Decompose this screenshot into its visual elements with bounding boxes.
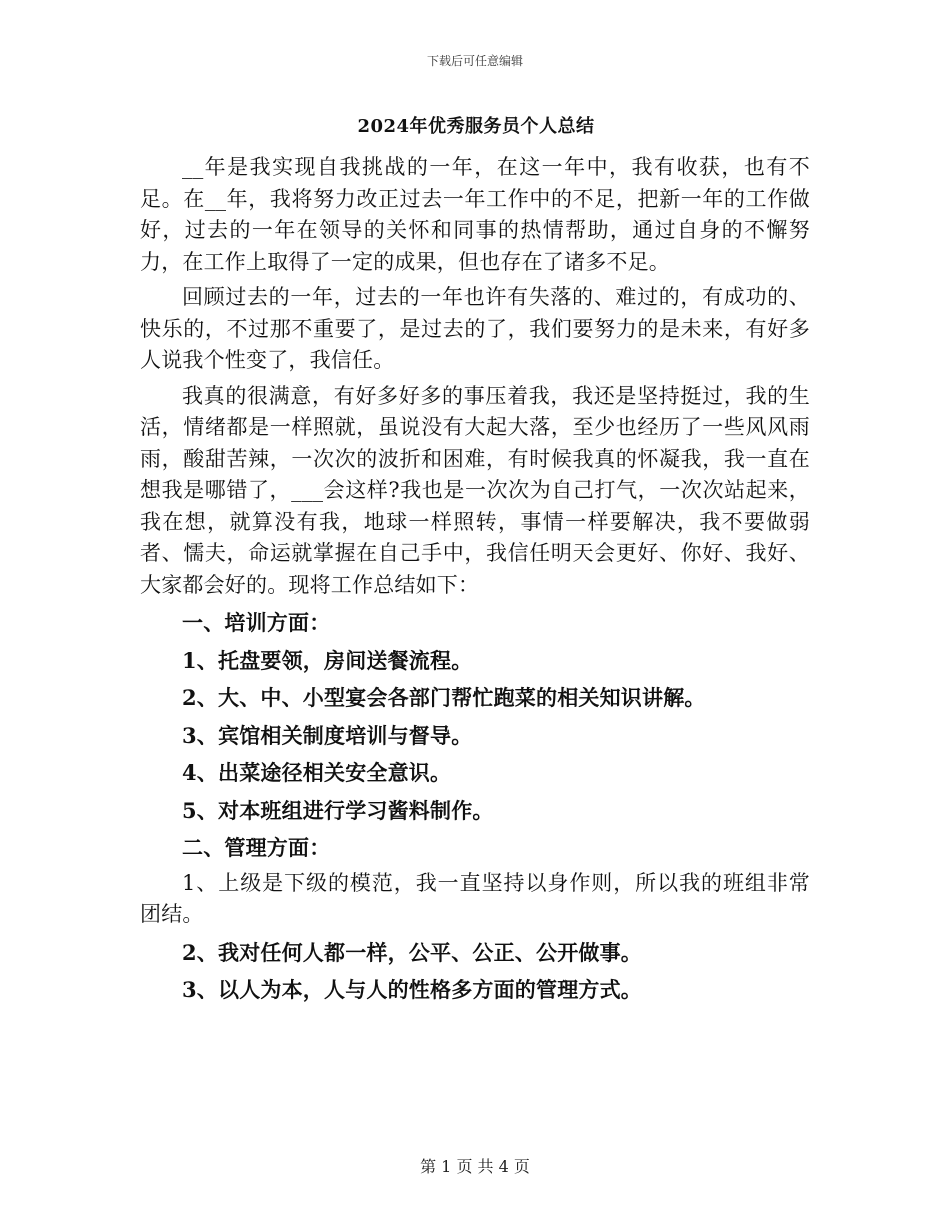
paragraph-3: 我真的很满意，有好多好多的事压着我，我还是坚持挺过，我的生活，情绪都是一样照就，虽说没有大起大落，至少也经历了一些风风雨雨，酸甜苦辣，一次次的波折和困难，有时候我真的怀凝我，我一直在想我是哪错了，___会这样?我也是一次次为自己打气，一次次站起来，我在想，就算没有我，地球一样照转，事情一样要解决，我不要做弱者、懦夫，命运就掌握在自己手中，我信任明天会更好、你好、我好、大家都会好的。现将工作总结如下：: [140, 383, 810, 597]
paragraph-2: 回顾过去的一年，过去的一年也许有失落的、难过的，有成功的、快乐的，不过那不重要了，是过去的了，我们要努力的是未来，有好多人说我个性变了，我信任。: [140, 285, 810, 372]
training-item-2: 2、大、中、小型宴会各部门帮忙跑菜的相关知识讲解。: [182, 685, 706, 710]
document-title: 2024年优秀服务员个人总结: [357, 116, 595, 137]
management-item-1: 1、上级是下级的模范，我一直坚持以身作则，所以我的班组非常团结。: [140, 870, 810, 926]
training-heading: 一、培训方面：: [182, 610, 331, 635]
page-footer: 第 1 页 共 4 页: [420, 1157, 530, 1176]
training-item-4: 4、出菜途径相关安全意识。: [182, 760, 452, 785]
training-item-5: 5、对本班组进行学习酱料制作。: [182, 797, 494, 823]
management-heading: 二、管理方面：: [182, 835, 331, 860]
paragraph-1: __年是我实现自我挑战的一年，在这一年中，我有收获，也有不足。在__年，我将努力改正过去一年工作中的不足，把新一年的工作做好，过去的一年在领导的关怀和同事的热情帮助，通过自身的不懈努力，在工作上取得了一定的成果，但也存在了诸多不足。: [140, 155, 810, 274]
document-body: [140, 152, 810, 1006]
management-item-3: 3、以人为本，人与人的性格多方面的管理方式。: [182, 977, 643, 1002]
training-item-3: 3、宾馆相关制度培训与督导。: [182, 722, 473, 748]
header-note: 下载后可任意编辑: [426, 54, 523, 68]
management-item-2: 2、我对任何人都一样，公平、公正、公开做事。: [182, 939, 643, 965]
training-item-1: 1、托盘要领，房间送餐流程。: [182, 647, 473, 673]
